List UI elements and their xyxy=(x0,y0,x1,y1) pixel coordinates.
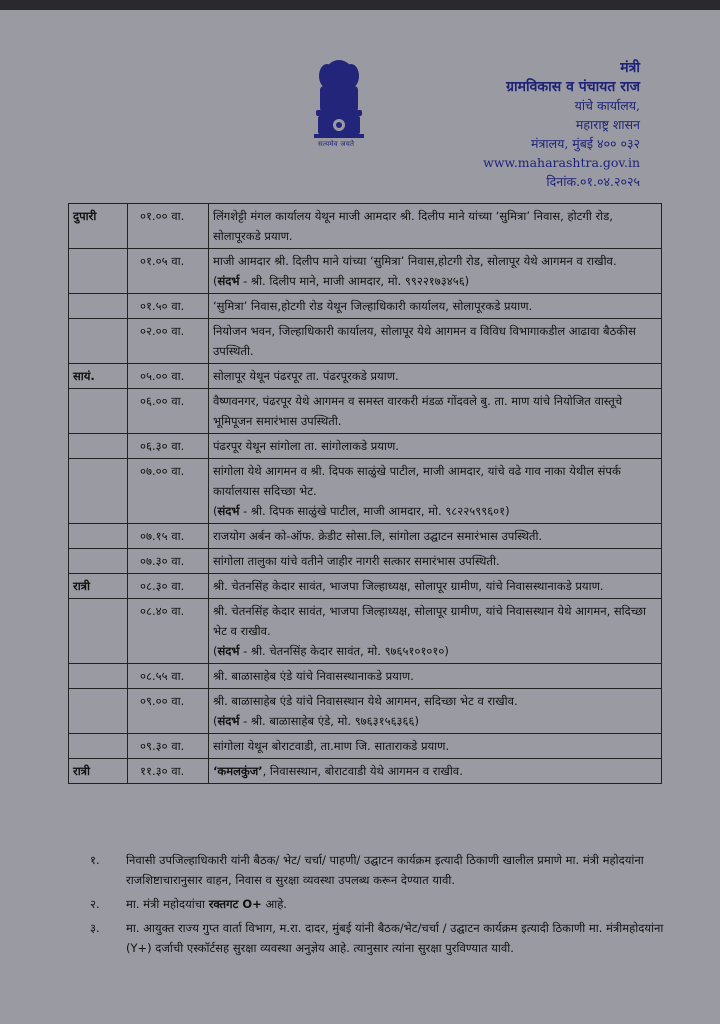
schedule-row xyxy=(69,319,662,364)
venue-name: ‘कमलकुंज’ xyxy=(213,764,263,778)
schedule-row xyxy=(69,389,662,434)
activity-text: राजयोग अर्बन को-ऑफ. क्रेडीट सोसा.लि, सांगोला उद्घाटन समारंभास उपस्थिती. xyxy=(213,529,543,543)
activity-cell xyxy=(209,664,662,689)
reference-label: संदर्भ xyxy=(217,274,240,288)
reference-line: (संदर्भ - श्री. चेतनसिंह केदार सावंत, मो. ९७६५१०१०१०) xyxy=(213,644,449,658)
reference-line: (संदर्भ - श्री. दिपक साळुंखे पाटील, माजी आमदार, मो. ९८२२५९९६०१) xyxy=(213,504,510,518)
reference-line: (संदर्भ - श्री. बाळासाहेब एंडे, मो. ९७६३१५६३६६) xyxy=(213,714,419,728)
activity-text: नियोजन भवन, जिल्हाधिकारी कार्यालय, सोलापूर येथे आगमन व विविध विभागाकडील आढावा बैठकीस उपस्थिती. xyxy=(213,324,636,358)
activity-text: लिंगशेट्टी मंगल कार्यालय येथून माजी आमदार श्री. दिलीप माने यांच्या ‘सुमित्रा’ निवास, होटगी रोड, सोलापूरकडे प्रयाण. xyxy=(213,209,613,243)
activity-cell xyxy=(209,319,662,364)
note-text: निवासी उपजिल्हाधिकारी यांनी बैठक/ भेट/ चर्चा/ पाहणी/ उद्घाटन कार्यक्रम इत्यादी ठिकाणी खालील प्रमाणे मा. मंत्री महोदयांना राजशिष्टाचारानुसार वाहन, निवास व सुरक्षा व्यवस्था उपलब्ध करून देण्यात यावी. xyxy=(126,853,644,887)
reference-text: - श्री. बाळासाहेब एंडे, मो. ९७६३१५६३६६) xyxy=(239,714,419,728)
note-item xyxy=(68,894,668,914)
schedule-row xyxy=(69,599,662,664)
date-line: दिनांक.०१.०४.२०२५ xyxy=(546,174,640,189)
time-cell: ०५.०० वा. xyxy=(128,364,209,389)
activity-cell xyxy=(209,574,662,599)
time-cell: ०२.०० वा. xyxy=(128,319,209,364)
activity-cell xyxy=(209,759,662,784)
time-cell: ०६.३० वा. xyxy=(128,434,209,459)
period-cell: रात्री xyxy=(69,574,128,599)
activity-text: ‘सुमित्रा’ निवास,होटगी रोड येथून जिल्हाधिकारी कार्यालय, सोलापूरकडे प्रयाण. xyxy=(213,299,533,313)
reference-line: (संदर्भ - श्री. दिलीप माने, माजी आमदार, मो. ९९२२१७३४५६) xyxy=(213,274,470,288)
period-cell xyxy=(69,524,128,549)
top-bar xyxy=(0,0,720,10)
activity-cell xyxy=(209,524,662,549)
minister-title: मंत्री xyxy=(620,60,640,76)
note-number: १. xyxy=(90,853,100,867)
period-cell xyxy=(69,599,128,664)
reference-label: संदर्भ xyxy=(217,504,240,518)
activity-text: सांगोला तालुका यांचे वतीने जाहीर नागरी सत्कार समारंभास उपस्थिती. xyxy=(213,554,500,568)
activity-cell xyxy=(209,204,662,249)
reference-text: - श्री. दिलीप माने, माजी आमदार, मो. ९९२२१७३४५६) xyxy=(239,274,470,288)
activity-cell xyxy=(209,294,662,319)
time-cell: ०८.३० वा. xyxy=(128,574,209,599)
period-cell: दुपारी xyxy=(69,204,128,249)
schedule-row xyxy=(69,204,662,249)
period-cell xyxy=(69,389,128,434)
note-text-part: मा. मंत्री महोदयांचा xyxy=(126,897,209,911)
activity-text: श्री. बाळासाहेब एंडे यांचे निवासस्थानाकडे प्रयाण. xyxy=(213,669,414,683)
activity-text: सोलापूर येथून पंढरपूर ता. पंढरपूरकडे प्रयाण. xyxy=(213,369,399,383)
time-cell: ०९.३० वा. xyxy=(128,734,209,759)
time-cell: ०७.१५ वा. xyxy=(128,524,209,549)
period-cell: सायं. xyxy=(69,364,128,389)
period-cell: रात्री xyxy=(69,759,128,784)
activity-text: श्री. बाळासाहेब एंडे यांचे निवासस्थान येथे आगमन, सदिच्छा भेट व राखीव. xyxy=(213,694,518,708)
website-line: www.maharashtra.gov.in xyxy=(483,155,640,170)
period-cell xyxy=(69,459,128,524)
time-cell: ०८.४० वा. xyxy=(128,599,209,664)
time-cell: ०१.०० वा. xyxy=(128,204,209,249)
time-cell: ०७.०० वा. xyxy=(128,459,209,524)
period-cell xyxy=(69,689,128,734)
reference-text: - श्री. दिपक साळुंखे पाटील, माजी आमदार, मो. ९८२२५९९६०१) xyxy=(239,504,510,518)
note-number: २. xyxy=(90,897,100,911)
schedule-row xyxy=(69,524,662,549)
schedule-row xyxy=(69,249,662,294)
notes-list xyxy=(68,850,668,962)
period-cell xyxy=(69,249,128,294)
schedule-row xyxy=(69,759,662,784)
time-cell: ०७.३० वा. xyxy=(128,549,209,574)
emblem-motto: सत्यमेव जयते xyxy=(318,140,355,148)
period-cell xyxy=(69,434,128,459)
activity-text: , निवासस्थान, बोराटवाडी येथे आगमन व राखीव. xyxy=(262,764,463,778)
schedule-row xyxy=(69,434,662,459)
blood-group: रक्तगट O+ xyxy=(208,897,262,911)
period-cell xyxy=(69,319,128,364)
reference-label: संदर्भ xyxy=(217,714,240,728)
time-cell: ०६.०० वा. xyxy=(128,389,209,434)
activity-cell xyxy=(209,389,662,434)
national-emblem-icon xyxy=(310,52,368,152)
activity-cell xyxy=(209,599,662,664)
time-cell: ०१.५० वा. xyxy=(128,294,209,319)
government-line: महाराष्ट्र शासन xyxy=(575,117,640,132)
period-cell xyxy=(69,294,128,319)
schedule-row xyxy=(69,734,662,759)
schedule-row xyxy=(69,294,662,319)
time-cell: ११.३० वा. xyxy=(128,759,209,784)
letterhead xyxy=(400,58,640,191)
activity-text: वैष्णवनगर, पंढरपूर येथे आगमन व समस्त वारकरी मंडळ गोंदवले बु. ता. माण यांचे नियोजित वास्तूचे भूमिपूजन समारंभास उपस्थिती. xyxy=(213,394,623,428)
time-cell: ०१.०५ वा. xyxy=(128,249,209,294)
activity-cell xyxy=(209,459,662,524)
note-text-part: आहे. xyxy=(261,897,287,911)
schedule-row xyxy=(69,664,662,689)
period-cell xyxy=(69,549,128,574)
schedule-table xyxy=(68,203,662,784)
reference-label: संदर्भ xyxy=(217,644,240,658)
note-number: ३. xyxy=(90,921,100,935)
note-item xyxy=(68,918,668,958)
period-cell xyxy=(69,734,128,759)
address-line: मंत्रालय, मुंबई ४०० ०३२ xyxy=(531,136,640,151)
activity-cell xyxy=(209,734,662,759)
schedule-row xyxy=(69,549,662,574)
office-line: यांचे कार्यालय, xyxy=(574,98,640,113)
schedule-row xyxy=(69,689,662,734)
period-cell xyxy=(69,664,128,689)
activity-text: सांगोला येथून बोराटवाडी, ता.माण जि. साताराकडे प्रयाण. xyxy=(213,739,450,753)
note-item xyxy=(68,850,668,890)
activity-text: पंढरपूर येथून सांगोला ता. सांगोलाकडे प्रयाण. xyxy=(213,439,399,453)
activity-cell xyxy=(209,364,662,389)
reference-text: - श्री. चेतनसिंह केदार सावंत, मो. ९७६५१०१०१०) xyxy=(239,644,449,658)
note-text xyxy=(126,894,668,914)
activity-text: माजी आमदार श्री. दिलीप माने यांच्या ‘सुमित्रा’ निवास,होटगी रोड, सोलापूर येथे आगमन व राखीव. xyxy=(213,254,617,268)
time-cell: ०९.०० वा. xyxy=(128,689,209,734)
activity-cell xyxy=(209,689,662,734)
schedule-row xyxy=(69,459,662,524)
activity-text: श्री. चेतनसिंह केदार सावंत, भाजपा जिल्हाध्यक्ष, सोलापूर ग्रामीण, यांचे निवासस्थान येथे आगमन, सदिच्छा भेट व राखीव. xyxy=(213,604,647,638)
activity-text: सांगोला येथे आगमन व श्री. दिपक साळुंखे पाटील, माजी आमदार, यांचे वढे गाव नाका येथील संपर्क कार्यालयास सदिच्छा भेट. xyxy=(213,464,621,498)
activity-cell xyxy=(209,434,662,459)
schedule-row xyxy=(69,574,662,599)
time-cell: ०८.५५ वा. xyxy=(128,664,209,689)
department-name: ग्रामविकास व पंचायत राज xyxy=(506,79,640,95)
activity-cell xyxy=(209,549,662,574)
schedule-row xyxy=(69,364,662,389)
note-text: मा. आयुक्त राज्य गुप्त वार्ता विभाग, म.रा. दादर, मुंबई यांनी बैठक/भेट/चर्चा / उद्घाटन कार्यक्रम इत्यादी ठिकाणी मा. मंत्रीमहोदयांना (Y+) दर्जाची एस्कॉर्टसह सुरक्षा व्यवस्था अनुज्ञेय आहे. त्यानुसार त्यांना सुरक्षा पुरविण्यात यावी. xyxy=(126,921,664,955)
activity-text: श्री. चेतनसिंह केदार सावंत, भाजपा जिल्हाध्यक्ष, सोलापूर ग्रामीण, यांचे निवासस्थानाकडे प्रयाण. xyxy=(213,579,604,593)
activity-cell xyxy=(209,249,662,294)
